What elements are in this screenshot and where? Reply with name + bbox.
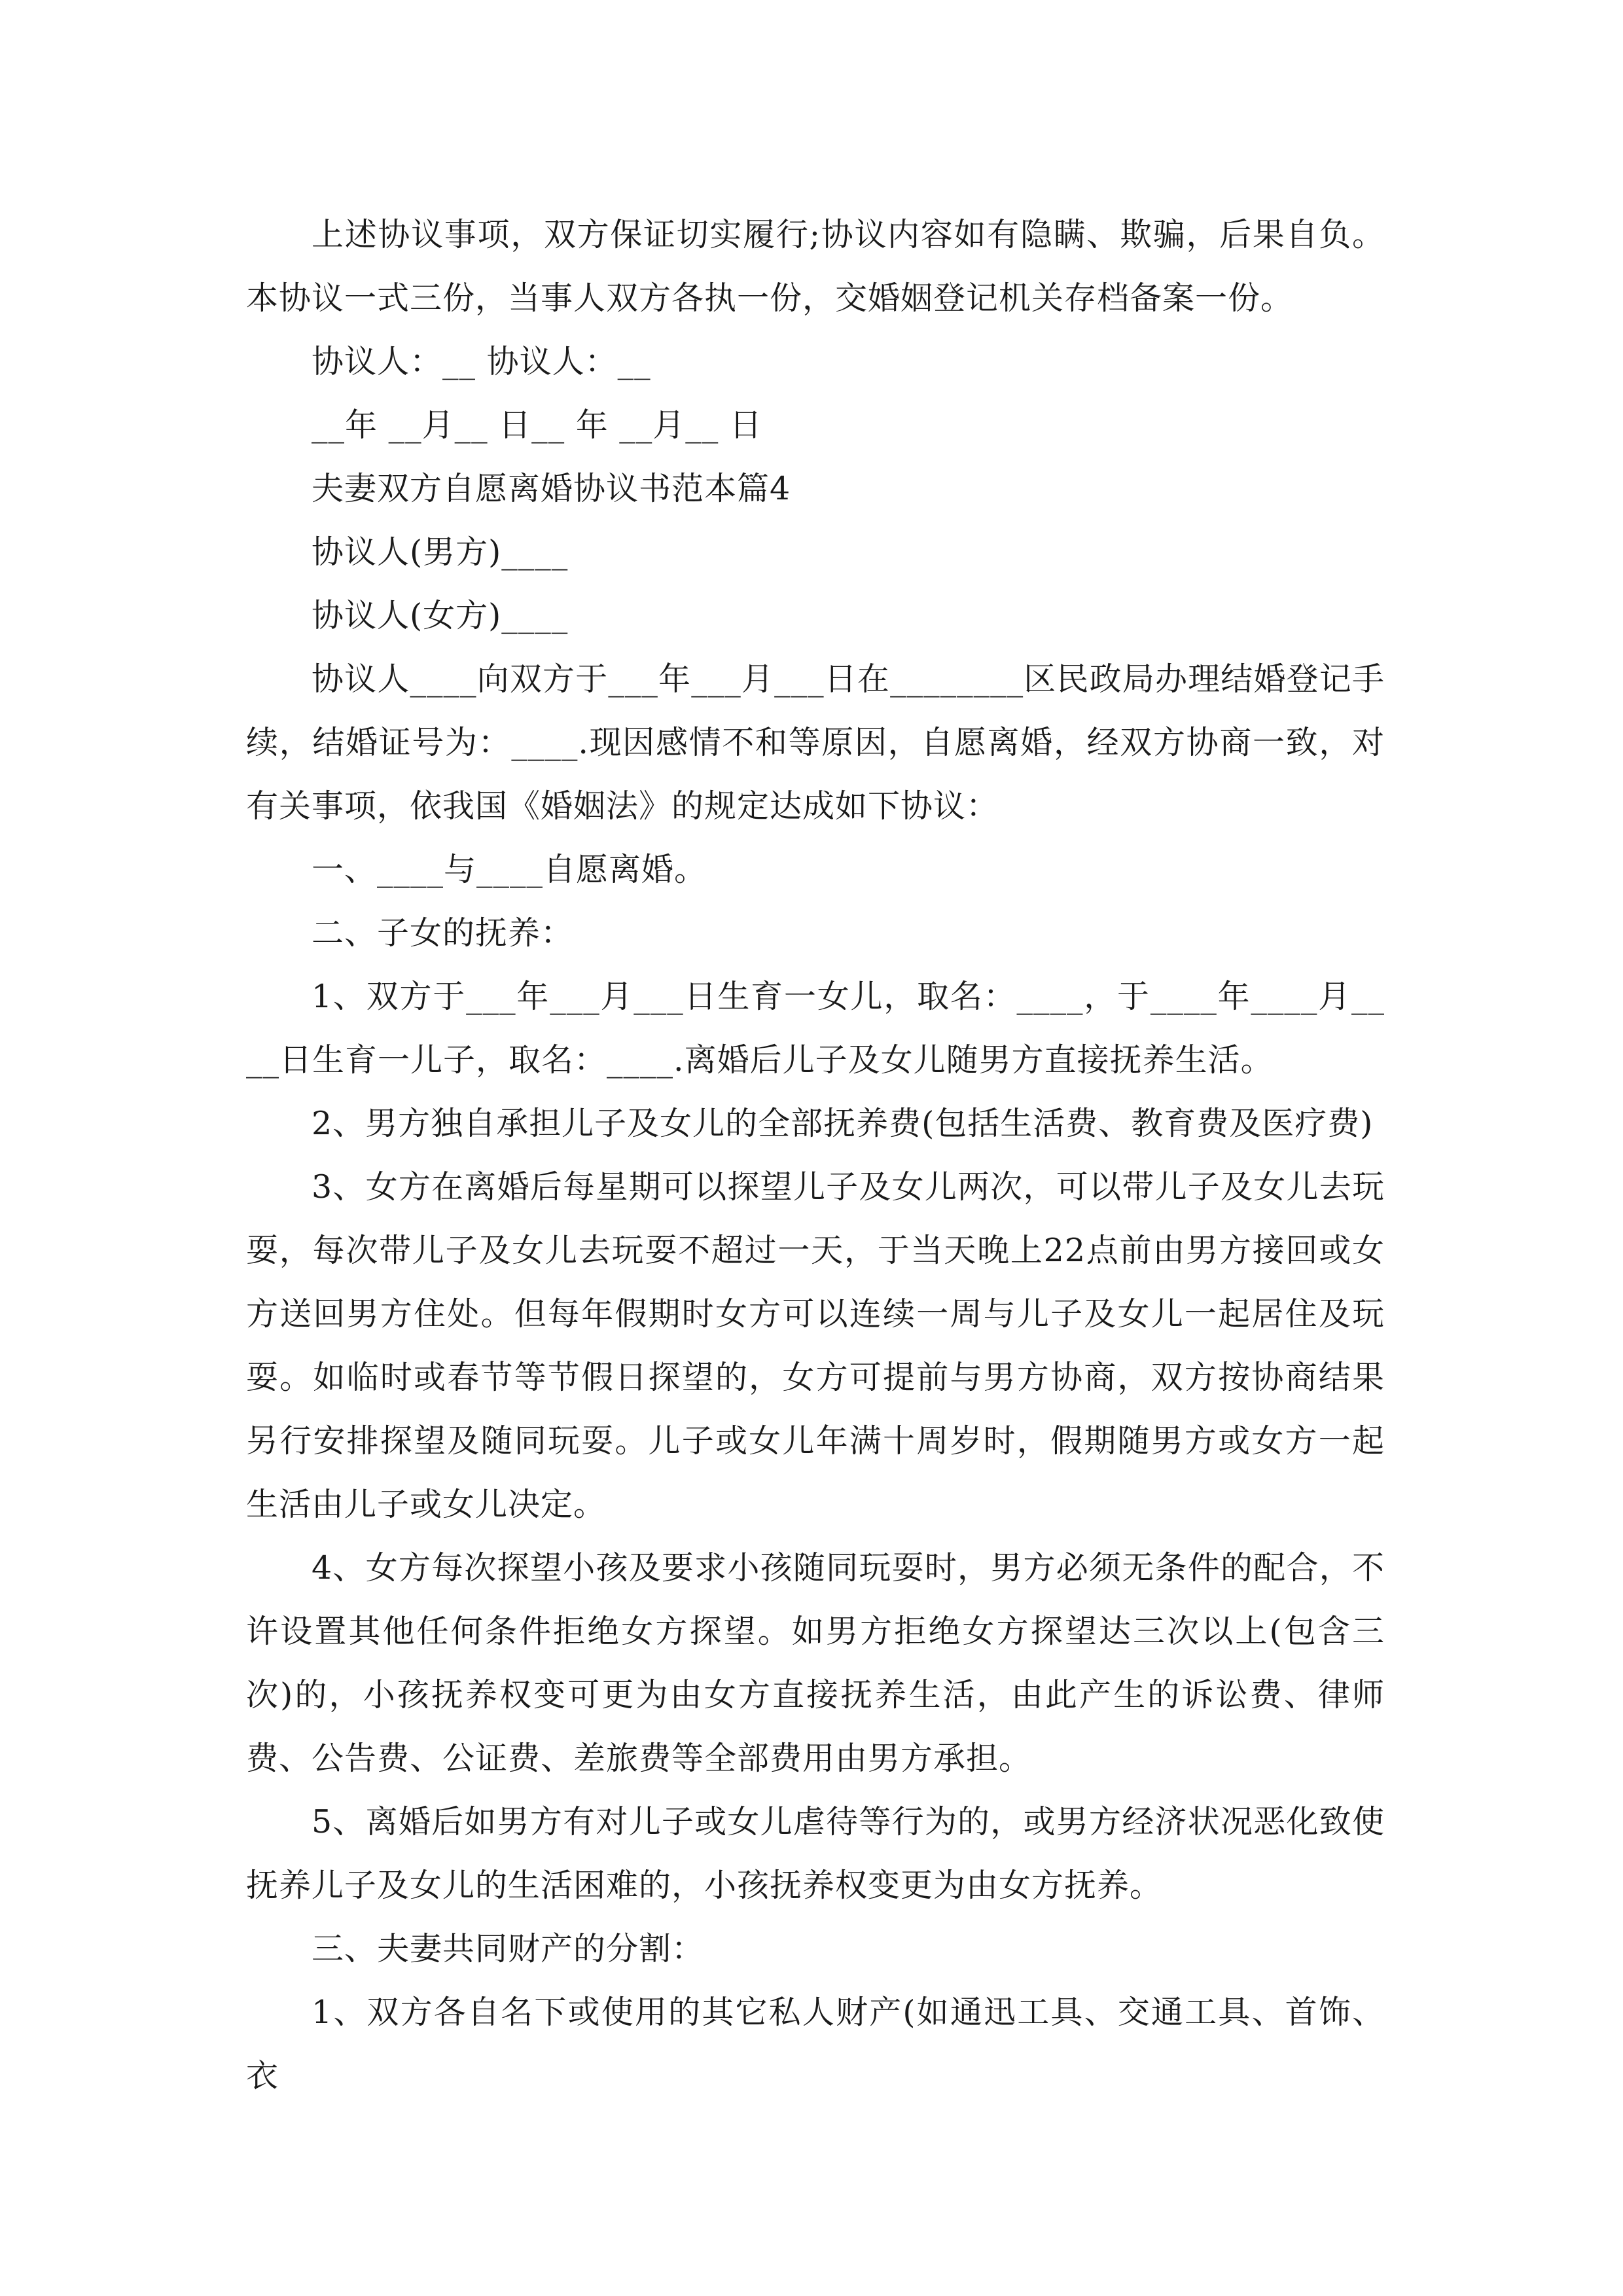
document-body: [246, 203, 1385, 2108]
clause-2-item-2: 2、男方独自承担儿子及女儿的全部抚养费(包括生活费、教育费及医疗费): [312, 1105, 1374, 1142]
clause-2-item-5: 5、离婚后如男方有对儿子或女儿虐待等行为的，或男方经济状况恶化致使抚养儿子及女儿的生活困难的，小孩抚养权变更为由女方抚养。: [246, 1803, 1385, 1904]
clause-2-item-1: 1、双方于___年___月___日生育一女儿，取名：____，于____年____月____日生育一儿子，取名：____.离婚后儿子及女儿随男方直接抚养生活。: [246, 978, 1385, 1079]
paragraph-signatories: 协议人：__ 协议人：__: [312, 343, 651, 380]
clause-3-item-1: 1、双方各自名下或使用的其它私人财产(如通迅工具、交通工具、首饰、衣: [246, 1994, 1385, 2094]
paragraph-preamble: 协议人____向双方于___年___月___日在________区民政局办理结婚登记手续，结婚证号为：____.现因感情不和等原因，自愿离婚，经双方协商一致，对有关事项，依我国《婚姻法》的规定达成如下协议：: [246, 660, 1385, 825]
clause-1-divorce: 一、____与____自愿离婚。: [312, 851, 707, 888]
paragraph-agreement-execution: 上述协议事项，双方保证切实履行;协议内容如有隐瞒、欺骗，后果自负。本协议一式三份，当事人双方各执一份，交婚姻登记机关存档备案一份。: [246, 216, 1385, 317]
clause-2-item-3: 3、女方在离婚后每星期可以探望儿子及女儿两次，可以带儿子及女儿去玩耍，每次带儿子及女儿去玩耍不超过一天，于当天晚上22点前由男方接回或女方送回男方住处。但每年假期时女方可以连续一周与儿子及女儿一起居住及玩耍。如临时或春节等节假日探望的，女方可提前与男方协商，双方按协商结果另行安排探望及随同玩耍。儿子或女儿年满十周岁时，假期随男方或女方一起生活由儿子或女儿决定。: [246, 1168, 1385, 1523]
clause-2-item-4: 4、女方每次探望小孩及要求小孩随同玩耍时，男方必须无条件的配合，不许设置其他任何条件拒绝女方探望。如男方拒绝女方探望达三次以上(包含三次)的，小孩抚养权变可更为由女方直接抚养生活，由此产生的诉讼费、律师费、公告费、公证费、差旅费等全部费用由男方承担。: [246, 1549, 1385, 1777]
paragraph-party-female: 协议人(女方)____: [312, 597, 569, 634]
paragraph-party-male: 协议人(男方)____: [312, 533, 569, 571]
clause-3-heading: 三、夫妻共同财产的分割：: [312, 1930, 705, 1967]
paragraph-signing-dates: __年 __月__ 日__ 年 __月__ 日: [312, 406, 762, 444]
clause-2-heading: 二、子女的抚养：: [312, 914, 574, 952]
section-title: 夫妻双方自愿离婚协议书范本篇4: [312, 470, 791, 507]
